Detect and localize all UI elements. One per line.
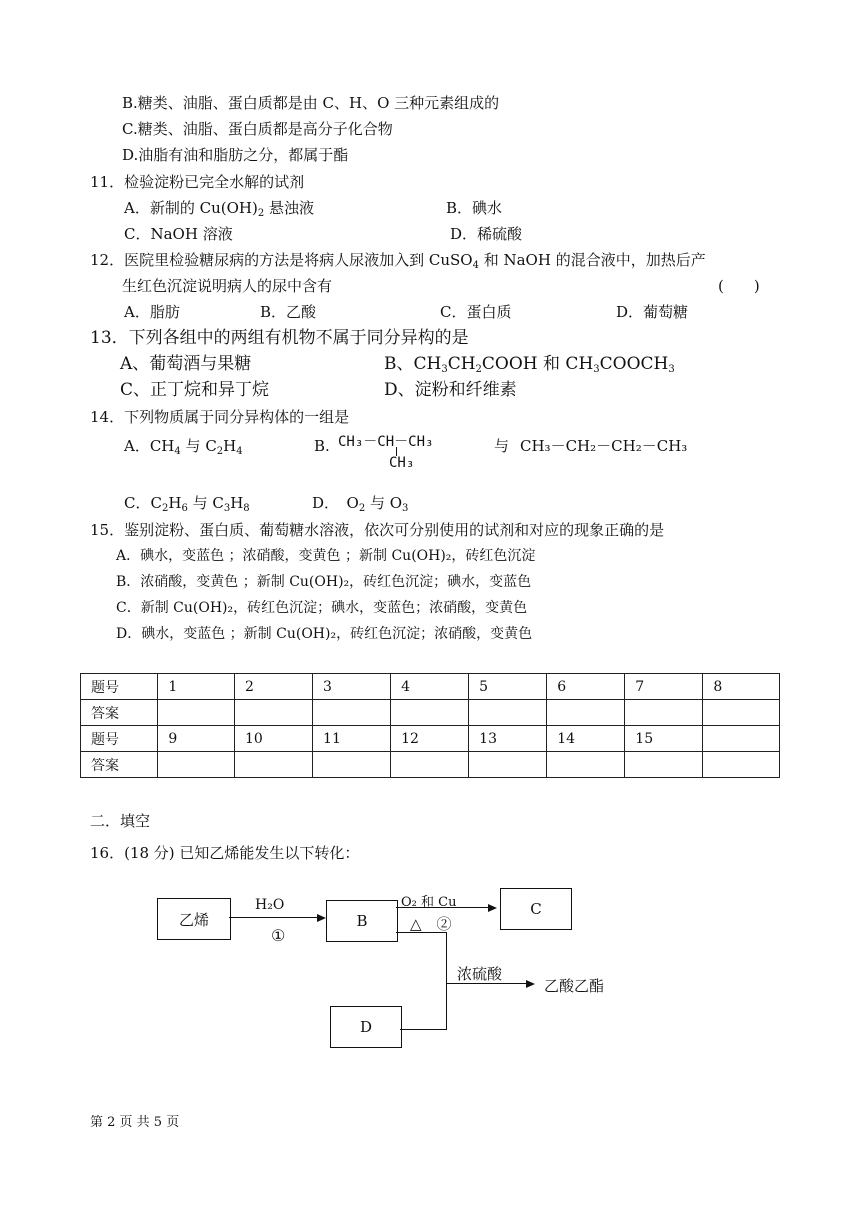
answer-table-cell <box>703 752 780 778</box>
answer-table-cell <box>469 752 547 778</box>
answer-table-header-cell: 题号 <box>81 726 158 752</box>
q12-answer-bracket: ( ) <box>718 277 760 295</box>
answer-table-row <box>81 726 780 752</box>
answer-table-cell <box>158 700 235 726</box>
answer-table <box>80 673 780 778</box>
arrow-2-condition: △ ② <box>410 915 452 933</box>
q10-option-b: B.糖类、油脂、蛋白质都是由 C、H、O 三种元素组成的 <box>122 94 500 112</box>
answer-table-cell: 1 <box>158 674 235 700</box>
answer-table-cell <box>234 700 312 726</box>
q11-option-b: B．碘水 <box>446 199 503 217</box>
answer-table-cell: 10 <box>234 726 312 752</box>
answer-table-cell <box>703 700 780 726</box>
q14-isobutane-branch: CH₃ <box>389 455 415 471</box>
page-footer: 第 2 页 共 5 页 <box>90 1115 180 1130</box>
q14-butane-formula: CH₃－CH₂－CH₂－CH₃ <box>520 437 688 455</box>
answer-table-cell: 13 <box>469 726 547 752</box>
compound-b-box: B <box>326 900 398 942</box>
q11-option-d: D．稀硫酸 <box>450 225 523 243</box>
q14-option-c: C．$C_2H_6$ 与 $C_3H_8$ <box>124 494 250 514</box>
q14-option-b-label: B. <box>314 437 330 455</box>
arrow-1-step-number: ① <box>271 926 286 945</box>
answer-table-cell <box>391 700 469 726</box>
q12-option-b: B．乙酸 <box>260 303 317 321</box>
answer-table-cell: 15 <box>625 726 703 752</box>
q11-stem: 11．检验淀粉已完全水解的试剂 <box>90 173 305 191</box>
q14-isobutane-main-chain: CH₃－CH－CH₃ <box>338 434 434 450</box>
q12-option-c: C．蛋白质 <box>440 303 512 321</box>
q14-option-d: D． $O_2$ 与 $O_3$ <box>312 494 409 514</box>
answer-table-cell: 3 <box>313 674 391 700</box>
arrow-1-reagent: H₂O <box>255 897 285 913</box>
ethylene-box: 乙烯 <box>157 898 231 940</box>
q15-option-b: B．浓硝酸，变黄色 ；新制 Cu(OH)₂，砖红色沉淀；碘水，变蓝色 <box>116 574 532 590</box>
compound-d-box: D <box>330 1006 402 1048</box>
compound-c-box: C <box>500 888 572 930</box>
q12-stem-line1: 12．医院里检验糖尿病的方法是将病人尿液加入到 CuSO$_4$ 和 NaOH 的混合液中，加热后产 <box>90 251 706 271</box>
answer-table-cell <box>234 752 312 778</box>
answer-table-cell: 6 <box>547 674 625 700</box>
d-connector-line <box>400 1029 446 1030</box>
q13-stem: 13．下列各组中的两组有机物不属于同分异构的是 <box>90 328 469 348</box>
q12-option-d: D．葡萄糖 <box>616 303 689 321</box>
answer-table-cell: 5 <box>469 674 547 700</box>
arrow-3-head <box>526 980 535 988</box>
answer-table-header-cell: 答案 <box>81 700 158 726</box>
q11-option-a: A．新制的 $Cu(OH)_2$ 悬浊液 <box>124 199 314 219</box>
answer-table-cell <box>703 726 780 752</box>
answer-table-row <box>81 674 780 700</box>
answer-table-cell: 11 <box>313 726 391 752</box>
answer-table-cell: 14 <box>547 726 625 752</box>
q13-option-a: A、葡萄酒与果糖 <box>120 354 252 374</box>
answer-table-header-cell: 答案 <box>81 752 158 778</box>
q13-option-c: C、正丁烷和异丁烷 <box>120 380 270 400</box>
answer-table-cell: 8 <box>703 674 780 700</box>
arrow-3-reagent: 浓硫酸 <box>457 965 503 983</box>
q12-option-a: A．脂肪 <box>124 303 180 321</box>
q16-stem: 16．(18 分) 已知乙烯能发生以下转化： <box>90 844 360 862</box>
q15-option-a: A．碘水，变蓝色 ；浓硝酸，变黄色 ；新制 Cu(OH)₂，砖红色沉淀 <box>116 548 536 564</box>
arrow-2-reagent: O₂ 和 Cu <box>401 895 457 910</box>
q10-option-c: C.糖类、油脂、蛋白质都是高分子化合物 <box>122 120 393 138</box>
answer-table-cell: 2 <box>234 674 312 700</box>
answer-table-cell <box>625 752 703 778</box>
answer-table-row <box>81 752 780 778</box>
product-ethyl-acetate: 乙酸乙酯 <box>544 977 605 995</box>
answer-table-cell <box>625 700 703 726</box>
q14-with-text: 与 <box>494 437 510 455</box>
vertical-connector <box>446 932 447 1030</box>
answer-table-cell <box>547 752 625 778</box>
q14-stem: 14．下列物质属于同分异构体的一组是 <box>90 408 350 426</box>
q13-option-b: B、$CH_3CH_2COOH$ 和 $CH_3COOCH_3$ <box>384 354 675 375</box>
q14-option-a: A．$CH_4$ 与 $C_2H_4$ <box>124 437 243 457</box>
answer-table-cell <box>547 700 625 726</box>
arrow-2-head <box>488 904 497 912</box>
answer-table-cell <box>469 700 547 726</box>
answer-table-cell <box>391 752 469 778</box>
q10-option-d: D.油脂有油和脂肪之分，都属于酯 <box>122 146 349 164</box>
answer-table-cell: 9 <box>158 726 235 752</box>
q11-option-c: C．NaOH 溶液 <box>124 225 233 243</box>
answer-table-cell <box>313 752 391 778</box>
arrow-1-line <box>229 917 317 918</box>
answer-table-row <box>81 700 780 726</box>
answer-table-cell: 7 <box>625 674 703 700</box>
answer-table-cell <box>158 752 235 778</box>
q15-option-d: D．碘水，变蓝色 ；新制 Cu(OH)₂，砖红色沉淀；浓硝酸，变黄色 <box>116 626 533 642</box>
arrow-1-head <box>317 914 326 922</box>
answer-table-header-cell: 题号 <box>81 674 158 700</box>
q15-option-c: C．新制 Cu(OH)₂，砖红色沉淀；碘水，变蓝色；浓硝酸，变黄色 <box>116 600 528 616</box>
answer-table-cell: 12 <box>391 726 469 752</box>
answer-table-cell: 4 <box>391 674 469 700</box>
q13-option-d: D、淀粉和纤维素 <box>384 380 517 400</box>
q15-stem: 15．鉴别淀粉、蛋白质、葡萄糖水溶液，依次可分别使用的试剂和对应的现象正确的是 <box>90 521 665 539</box>
answer-table-cell <box>313 700 391 726</box>
b-connector-line <box>396 932 446 933</box>
q12-stem-line2: 生红色沉淀说明病人的尿中含有 <box>122 277 333 295</box>
section-2-heading: 二．填空 <box>90 812 151 830</box>
